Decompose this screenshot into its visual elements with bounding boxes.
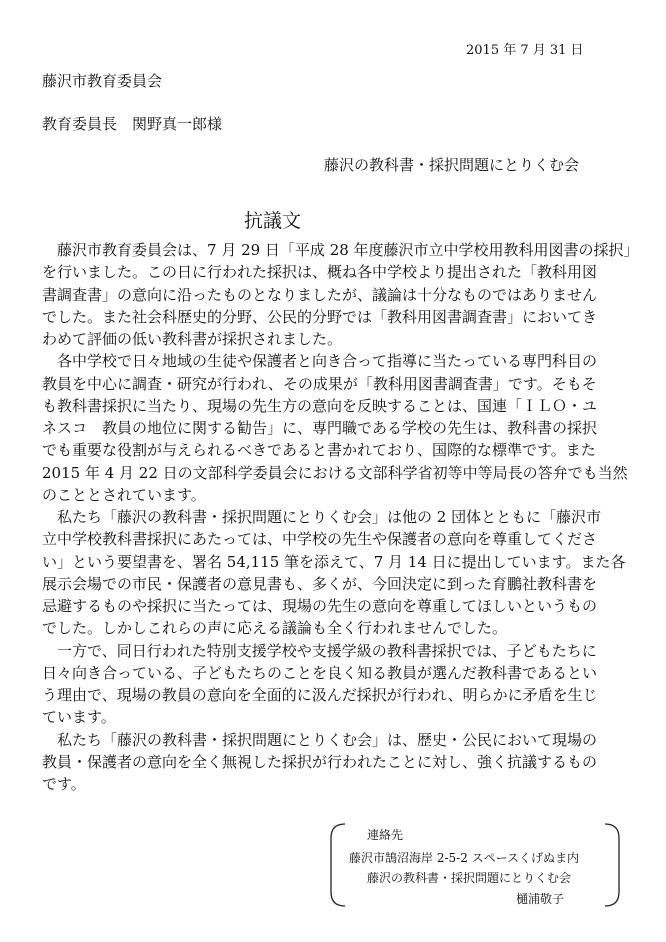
body-line: です。 (42, 775, 86, 793)
body-line: ています。 (42, 708, 116, 727)
body-line: う理由で、現場の教員の意向を全面的に汲んだ採択が行われ、明らかに矛盾を生じ (42, 686, 598, 704)
contact-organization: 藤沢の教科書・採択問題にとりくむ会 (367, 871, 572, 885)
body-line: 展示会場での市民・保護者の意見書も、多くが、今回決定に到った育鵬社教科書を (42, 574, 598, 593)
sender-organization: 藤沢の教科書・採択問題にとりくむ会 (324, 156, 580, 174)
body-line: も教科書採択に当たり、現場の先生方の意向を反映することは、国連「ＩＬＯ・ユ (42, 396, 598, 415)
contact-box (329, 822, 621, 908)
contact-address: 藤沢市鵠沼海岸 2-5-2 スペースくげぬま内 (349, 851, 580, 865)
addressee-chair: 教育委員長 関野真一郎様 (42, 115, 223, 133)
body-line: 私たち「藤沢の教科書・採択問題にとりくむ会」は、歴史・公民において現場の (42, 730, 598, 749)
body-line: い」という要望書を、署名 54,115 筆を添えて、7 月 14 日に提出しています。また各 (42, 552, 626, 571)
contact-heading: 連絡先 (367, 828, 404, 842)
body-line: 教員・保護者の意向を全く無視した採択が行われたことに対し、強く抗議するもの (42, 752, 598, 771)
body-line: 書調査書」の意向に沿ったものとなりましたが、議論は十分なものではありません (42, 285, 598, 304)
body-line: でも重要な役割が与えられるべきであると書かれており、国際的な標準です。また (42, 441, 596, 460)
addressee-board: 藤沢市教育委員会 (42, 72, 163, 90)
body-line: ネスコ 教員の地位に関する勧告」に、専門職である学校の先生は、教科書の採択 (42, 419, 598, 437)
body-line: わめて評価の低い教科書が採択されました。 (42, 330, 343, 348)
body-line: 各中学校で日々地域の生徒や保護者と向き合って指導に当たっている専門科目の (42, 352, 598, 371)
body-line: 藤沢市教育委員会は、7 月 29 日「平成 28 年度藤沢市立中学校用教科用図書の採択」 (42, 241, 639, 259)
body-line: でした。しかしこれらの声に応える議論も全く行われませんでした。 (42, 619, 508, 638)
body-line: を行いました。この日に行われた採択は、概ね各中学校より提出された「教科用図 (42, 263, 598, 282)
body-line: 忌避するものや採択に当たっては、現場の先生の意向を尊重してほしいというもの (42, 597, 598, 615)
body-line: 私たち「藤沢の教科書・採択問題にとりくむ会」は他の 2 団体とともに「藤沢市 (42, 508, 602, 526)
document-date: 2015 年 7 月 31 日 (466, 43, 584, 58)
document-title: 抗議文 (244, 210, 302, 232)
body-line: 2015 年 4 月 22 日の文部科学委員会における文部科学省初等中等局長の答弁でも当然 (42, 463, 628, 482)
body-line: のこととされています。 (42, 485, 206, 504)
contact-person: 樋浦敬子 (516, 892, 565, 906)
body-line: 立中学校教科書採択にあたっては、中学校の先生や保護者の意向を尊重してくださ (42, 530, 598, 549)
body-line: 一方で、同日行われた特別支援学校や支援学級の教科書採択では、子どもたちに (42, 641, 597, 660)
body-line: でした。また社会科歴史的分野、公民的分野では「教科用図書調査書」においてき (42, 307, 598, 326)
body-line: 日々向き合っている、子どもたちのことを良く知る教員が選んだ教科書であるとい (42, 663, 598, 682)
body-line: 教員を中心に調査・研究が行われ、その成果が「教科用図書調査書」です。そもそ (42, 374, 597, 393)
letter-body (42, 239, 639, 795)
